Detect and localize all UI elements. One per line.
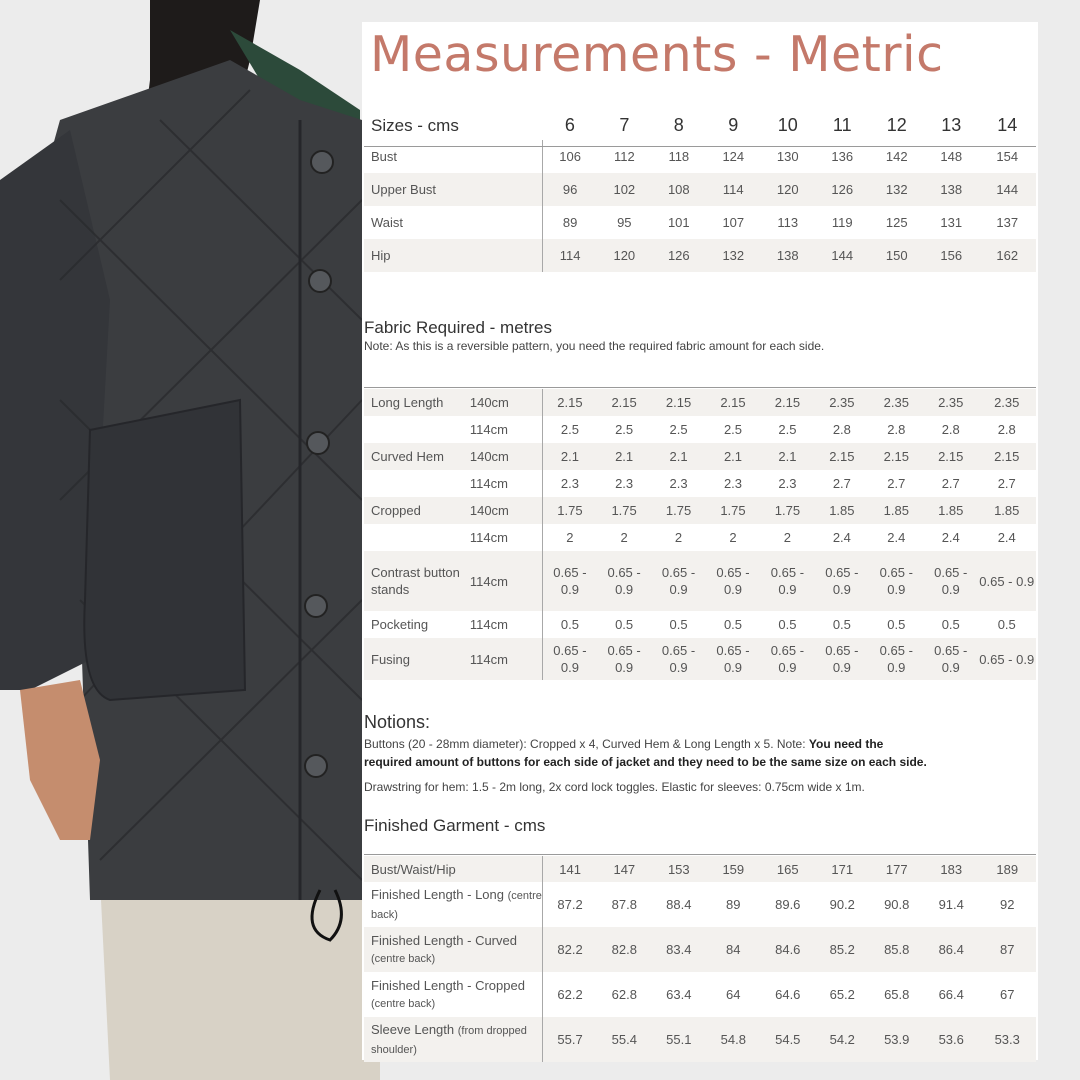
table-cell: 90.8 [884,897,910,912]
table-cell: 0.65 - 0.9 [597,551,651,611]
table-cell: 84.6 [761,927,815,972]
row-label-text: Finished Length - Long [371,886,504,902]
table-cell: 2.5 [669,422,688,437]
table-cell: 2.15 [760,389,814,416]
table-cell: 1.75 [542,497,596,524]
table-cell: 2.4 [832,530,851,545]
table-cell: 2 [783,530,792,545]
table-cell: 0.5 [560,617,579,632]
table-cell: 2.3 [669,476,688,491]
table-row [364,206,1036,239]
table-cell: 1.75 [597,497,651,524]
table-cell: 101 [667,215,690,230]
table-cell: 119 [831,215,853,230]
table-cell: 107 [722,215,745,230]
row-label: Upper Bust [364,173,543,206]
table-cell: 65.2 [829,987,855,1002]
table-cell: 2.5 [615,422,634,437]
table-cell: 66.4 [938,987,964,1002]
table-cell: 2.7 [832,476,851,491]
table-cell: 2.4 [941,530,960,545]
measurement-chart [362,22,1038,1060]
table-cell: 159 [706,856,760,882]
table-row [364,927,1036,972]
table-cell: 54.5 [761,1017,815,1062]
table-cell: 0.65 - 0.9 [815,638,869,680]
table-cell: 0.5 [723,617,743,632]
table-cell: 124 [722,149,745,164]
size-label: 12 [886,114,907,135]
size-label: 9 [728,114,739,135]
table-cell: 2.1 [597,443,651,470]
table-cell: 1.85 [815,497,869,524]
divider [364,854,1036,855]
table-cell: 0.65 - 0.9 [869,551,923,611]
table-cell: 156 [924,239,978,272]
row-label: Pocketing [371,617,429,632]
fabric-width: 140cm [470,443,543,470]
table-row [364,239,1036,272]
table-cell: 63.4 [666,987,692,1002]
row-label [364,856,543,882]
row-label [364,470,470,497]
notions-buttons-text: Buttons (20 - 28mm diameter): Cropped x 4, Curved Hem & Long Length x 5. Note: [364,737,809,751]
table-cell: 141 [543,856,597,882]
row-label-note: (from dropped shoulder) [371,1024,527,1056]
table-cell: 2 [566,530,574,545]
table-cell: 2.8 [997,422,1016,437]
table-cell: 2.8 [887,422,906,437]
row-label: Curved Hem [364,443,470,470]
table-cell: 55.4 [597,1017,651,1062]
table-cell: 131 [940,215,963,230]
row-label-text: Bust/Waist/Hip [371,861,456,877]
fabric-width: 114cm [470,611,543,638]
table-row [364,389,1036,416]
fabric-note: Note: As this is a reversible pattern, you need the required fabric amount for each side. [364,339,825,353]
row-label-note: (centre back) [371,952,436,965]
table-cell: 183 [924,856,978,882]
table-cell: 67 [1000,987,1015,1002]
table-cell: 106 [559,149,581,164]
row-label: Cropped [364,497,470,524]
table-cell: 2.3 [723,476,743,491]
table-cell: 171 [815,856,869,882]
table-cell: 126 [652,239,706,272]
notions-buttons-note: You need the [808,737,884,751]
table-cell: 150 [870,239,924,272]
table-cell: 0.65 - 0.9 [597,638,651,680]
fabric-width: 114cm [470,416,543,443]
table-cell: 2 [729,530,737,545]
fabric-width: 114cm [470,470,543,497]
table-cell: 54.2 [815,1017,869,1062]
table-cell: 177 [870,856,924,882]
table-cell: 0.65 - 0.9 [651,551,705,611]
table-cell: 2.3 [560,476,579,491]
table-cell: 53.6 [924,1017,978,1062]
table-cell: 64.6 [775,987,801,1002]
table-cell: 0.5 [887,617,906,632]
fabric-table [364,389,1036,680]
table-cell: 54.8 [706,1017,760,1062]
table-cell: 0.65 - 0.9 [924,551,978,611]
row-label [364,882,543,927]
table-cell: 2.7 [941,476,960,491]
table-cell: 136 [831,149,854,164]
table-row [364,1017,1036,1062]
table-row [364,470,1036,497]
table-cell: 55.1 [652,1017,706,1062]
table-cell: 102 [597,173,651,206]
fabric-width: 114cm [470,638,543,680]
notions-drawstring: Drawstring for hem: 1.5 - 2m long, 2x cord lock toggles. Elastic for sleeves: 0.75cm wide x 1m. [364,780,865,794]
table-cell: 165 [761,856,815,882]
table-cell: 0.65 - 0.9 [978,638,1036,680]
table-cell: 1.85 [924,497,978,524]
fabric-heading: Fabric Required - metres [364,318,553,337]
table-cell: 86.4 [924,927,978,972]
table-cell: 138 [761,239,815,272]
table-cell: 114 [706,173,760,206]
table-cell: 2.4 [997,530,1016,545]
chart-title: Measurements - Metric [370,26,944,83]
table-cell: 0.65 - 0.9 [542,551,596,611]
body-measurements-table [364,110,1036,272]
size-label: 6 [564,114,575,135]
table-cell: 2.15 [869,443,923,470]
table-cell: 87 [978,927,1036,972]
table-cell: 137 [996,215,1019,230]
table-cell: 0.65 - 0.9 [706,551,760,611]
fabric-width: 140cm [470,389,543,416]
table-cell: 64 [726,987,741,1002]
table-cell: 2.1 [651,443,705,470]
table-row [364,611,1036,638]
table-cell: 55.7 [543,1017,597,1062]
table-cell: 83.4 [652,927,706,972]
table-cell: 2.15 [597,389,651,416]
table-row [364,140,1036,173]
row-label-note: (centre back) [371,889,542,921]
table-cell: 147 [597,856,651,882]
table-row [364,551,1036,611]
table-cell: 0.65 - 0.9 [651,638,705,680]
row-label [364,927,543,972]
row-label [364,972,543,1017]
table-cell: 2.35 [924,389,978,416]
table-cell: 2.35 [978,389,1036,416]
row-label: Hip [364,239,543,272]
table-cell: 2.15 [651,389,705,416]
table-cell: 89.6 [775,897,801,912]
table-cell: 96 [543,173,597,206]
table-cell: 53.9 [870,1017,924,1062]
row-label-text: Finished Length - Cropped [371,977,525,993]
table-cell: 0.5 [997,617,1016,632]
table-cell: 65.8 [884,987,910,1002]
table-cell: 85.2 [815,927,869,972]
table-cell: 2.15 [706,389,760,416]
row-label: Long Length [364,389,470,416]
table-cell: 1.85 [978,497,1036,524]
table-cell: 132 [706,239,760,272]
table-cell: 62.8 [611,987,637,1002]
table-cell: 87.2 [557,897,583,912]
table-cell: 2.7 [887,476,906,491]
table-cell: 2.15 [815,443,869,470]
table-cell: 126 [815,173,869,206]
table-cell: 112 [613,149,635,164]
size-label: 8 [673,114,684,135]
row-label [364,524,470,551]
table-row [364,638,1036,680]
table-row [364,882,1036,927]
table-cell: 0.65 - 0.9 [815,551,869,611]
table-row [364,443,1036,470]
divider [364,146,1036,147]
table-cell: 91.4 [938,897,964,912]
table-cell: 125 [885,215,908,230]
row-label: Contrast button stands [364,551,470,611]
table-cell: 89 [726,897,741,912]
row-label: Fusing [364,638,470,680]
size-label: 14 [997,114,1018,135]
table-cell: 142 [885,149,908,164]
notions-heading: Notions: [364,712,431,732]
table-cell: 0.65 - 0.9 [978,551,1036,611]
table-cell: 90.2 [829,897,855,912]
table-cell: 2.15 [542,389,596,416]
table-cell: 87.8 [611,897,637,912]
row-label-text: Finished Length - Curved [371,932,517,948]
table-cell: 2.8 [832,422,851,437]
table-row [364,497,1036,524]
table-cell: 82.2 [543,927,597,972]
table-cell: 0.65 - 0.9 [760,638,814,680]
table-cell: 82.8 [597,927,651,972]
table-cell: 108 [652,173,706,206]
size-label: 13 [941,114,962,135]
fabric-width: 114cm [470,524,543,551]
table-cell: 1.75 [706,497,760,524]
table-cell: 2.35 [815,389,869,416]
table-row [364,416,1036,443]
row-label [364,416,470,443]
row-label-text: Sleeve Length [371,1021,455,1037]
table-cell: 2.15 [978,443,1036,470]
table-cell: 2.15 [924,443,978,470]
table-cell: 0.65 - 0.9 [706,638,760,680]
table-cell: 0.5 [778,617,797,632]
row-label-note: (centre back) [371,997,436,1010]
table-cell: 120 [597,239,651,272]
table-cell: 2.3 [778,476,797,491]
sizes-header-label: Sizes - cms [371,115,459,135]
table-row [364,972,1036,1017]
table-cell: 92 [1000,897,1015,912]
table-cell: 0.65 - 0.9 [760,551,814,611]
fabric-width: 114cm [470,551,543,611]
table-row [364,856,1036,882]
divider [364,387,1036,388]
table-cell: 95 [617,215,632,230]
table-cell: 53.3 [978,1017,1036,1062]
table-cell: 2.5 [723,422,743,437]
table-cell: 2.1 [542,443,596,470]
fabric-width: 140cm [470,497,543,524]
table-cell: 0.5 [941,617,960,632]
size-label: 7 [619,114,630,135]
table-cell: 2.4 [887,530,906,545]
table-cell: 189 [978,856,1036,882]
table-cell: 2.5 [778,422,797,437]
table-cell: 132 [870,173,924,206]
table-cell: 1.75 [760,497,814,524]
table-cell: 2.35 [869,389,923,416]
sizes-header-row [364,110,1036,140]
table-cell: 148 [940,149,963,164]
table-cell: 89 [562,215,578,230]
table-cell: 130 [776,149,799,164]
row-label: Waist [364,206,543,239]
notions-buttons-note-cont [364,755,927,769]
notions-buttons [364,737,883,751]
table-cell: 0.5 [832,617,851,632]
table-cell: 2.3 [615,476,634,491]
table-row [364,524,1036,551]
table-cell: 2.1 [760,443,814,470]
table-cell: 2 [620,530,628,545]
table-cell: 85.8 [870,927,924,972]
table-cell: 153 [652,856,706,882]
finished-garment-table [364,856,1036,1062]
table-cell: 113 [777,215,799,230]
table-cell: 2 [674,530,683,545]
table-cell: 62.2 [557,987,583,1002]
table-cell: 2.7 [997,476,1016,491]
table-cell: 0.65 - 0.9 [869,638,923,680]
table-cell: 0.5 [669,617,688,632]
table-cell: 2.1 [706,443,760,470]
table-cell: 144 [978,173,1036,206]
size-label: 11 [832,114,852,135]
table-cell: 2.8 [941,422,960,437]
finished-heading: Finished Garment - cms [364,816,546,835]
table-cell: 84 [706,927,760,972]
table-cell: 88.4 [666,897,692,912]
table-cell: 154 [996,149,1019,164]
table-cell: 1.75 [651,497,705,524]
row-label [364,1017,543,1062]
table-cell: 118 [668,149,690,164]
table-cell: 0.65 - 0.9 [542,638,596,680]
row-label: Bust [364,140,543,173]
size-label: 10 [777,114,798,135]
table-row [364,173,1036,206]
table-cell: 0.5 [615,617,634,632]
table-cell: 162 [978,239,1036,272]
table-cell: 1.85 [869,497,923,524]
notions-buttons-note-2: required amount of buttons for each side of jacket and they need to be the same size on each side. [364,755,927,769]
table-cell: 2.5 [560,422,579,437]
table-cell: 0.65 - 0.9 [924,638,978,680]
table-cell: 138 [924,173,978,206]
table-cell: 114 [543,239,597,272]
table-cell: 120 [761,173,815,206]
table-cell: 144 [815,239,869,272]
